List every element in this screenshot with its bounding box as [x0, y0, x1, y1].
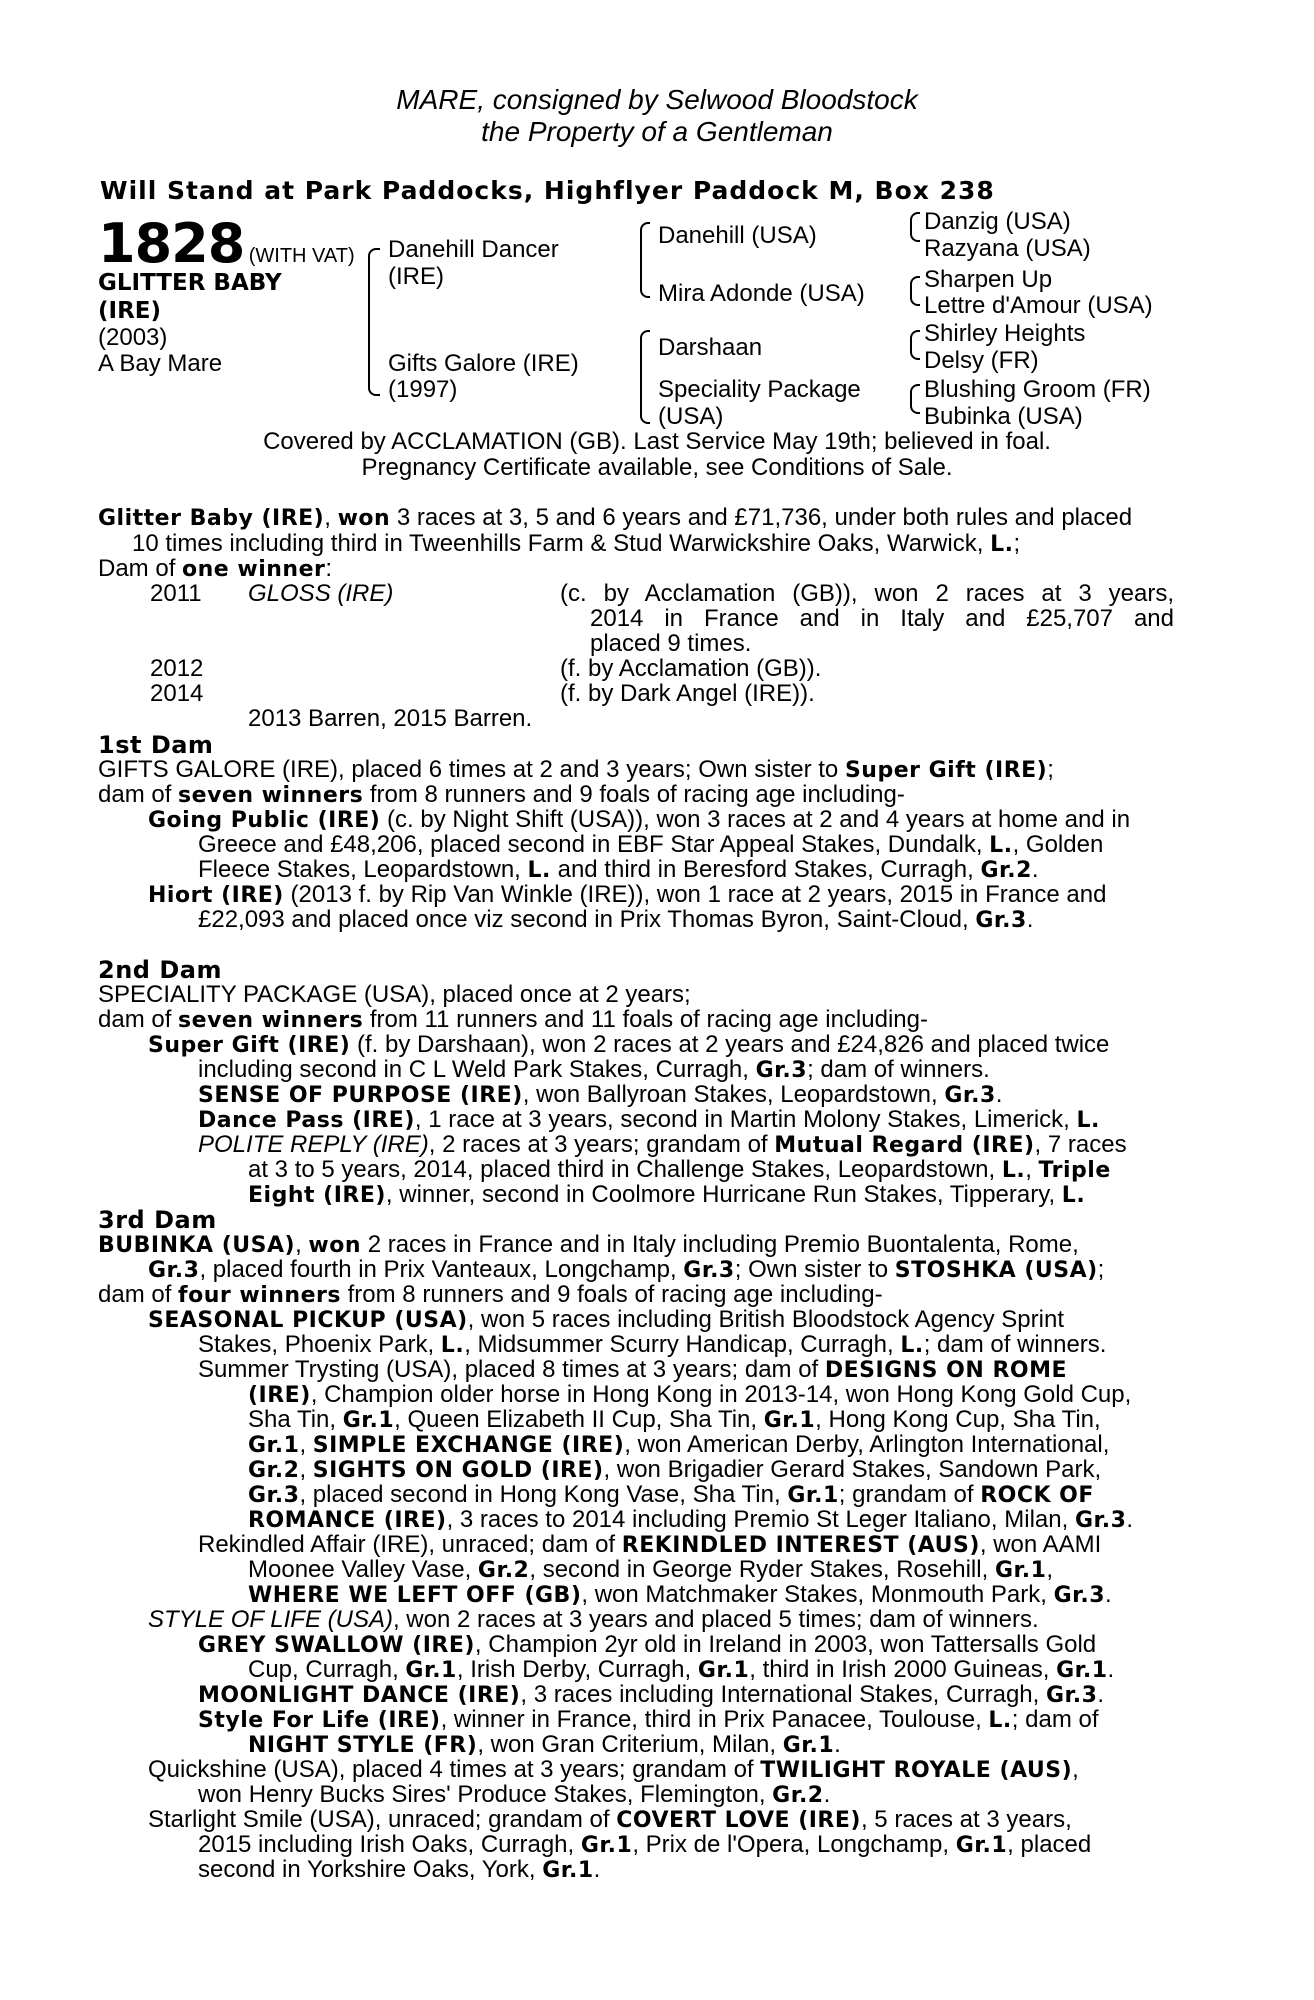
horse-description: A Bay Mare: [98, 350, 223, 377]
designs-text-3: , Queen Elizabeth II Cup, Sha Tin,: [394, 1406, 758, 1433]
covert-text-3: , Prix de l'Opera, Longchamp,: [632, 1831, 950, 1858]
super-gift: Super Gift (IRE): [148, 1033, 351, 1058]
dance-pass: Dance Pass (IRE): [198, 1108, 415, 1133]
style-for-life: Style For Life (IRE): [198, 1708, 441, 1733]
designs-text-2: Sha Tin,: [248, 1406, 337, 1433]
night-style: NIGHT STYLE (FR): [248, 1733, 478, 1758]
group-3-label: Gr.3: [1053, 1583, 1106, 1608]
hiort-line-2: £22,093 and placed once viz second in Prix Thomas Byron, Saint-Cloud, Gr.3.: [198, 906, 1034, 933]
dam-year: (1997): [388, 376, 458, 403]
sights-on-gold: SIGHTS ON GOLD (IRE): [312, 1458, 604, 1483]
designs-line-2: [248, 1381, 1131, 1409]
triple-label: Triple: [1038, 1158, 1111, 1183]
covert-line-2: [198, 1831, 1091, 1859]
consignor-line: MARE, consigned by Selwood Bloodstock: [396, 84, 918, 115]
where-text: , won Matchmaker Stakes, Monmouth Park,: [581, 1581, 1047, 1608]
sense-text: , won Ballyroan Stakes, Leopardstown,: [522, 1081, 938, 1108]
grey-text-3: , Irish Derby, Curragh,: [456, 1656, 692, 1683]
group-3-label: Gr.3: [944, 1083, 996, 1108]
dance-pass-line: [198, 1106, 1100, 1134]
night-text: , won Gran Criterium, Milan,: [477, 1731, 777, 1758]
rekindled-line-2: Moonee Valley Vase, Gr.2, second in George Ryder Stakes, Rosehill, Gr.1,: [248, 1556, 1054, 1583]
hiort-text-2: £22,093 and placed once viz second in Prix Thomas Byron, Saint-Cloud,: [198, 906, 969, 933]
won-label: won: [337, 506, 391, 531]
moonlight-line: MOONLIGHT DANCE (IRE), 3 races including International Stakes, Curragh, Gr.3.: [198, 1681, 1105, 1708]
style-text: , won 2 races at 3 years and placed 5 times; dam of winners.: [392, 1606, 1039, 1633]
bubinka-line-3: dam of four winners from 8 runners and 9 foals of racing age including-: [98, 1281, 883, 1308]
starlight-line: [148, 1806, 1072, 1834]
super-gift-ref: Super Gift (IRE): [844, 758, 1048, 783]
ss-brace-small-bottom: [910, 226, 920, 242]
quickshine: Quickshine (USA), placed 4 times at 3 years; grandam of: [148, 1756, 754, 1783]
group-1-label: Gr.1: [787, 1483, 839, 1508]
produce-year-2014: 2014: [150, 680, 204, 707]
lot-number-row: [98, 212, 355, 275]
produce-year: 2011: [150, 580, 202, 607]
grey-line: [198, 1631, 1096, 1659]
bubinka-line-2: Gr.3, placed fourth in Prix Vanteaux, Longchamp, Gr.3; Own sister to STOSHKA (USA);: [148, 1256, 1105, 1283]
sire-sire: Danehill (USA): [658, 222, 817, 249]
group-2-label: Gr.2: [772, 1783, 824, 1808]
where-line: WHERE WE LEFT OFF (GB), won Matchmaker Stakes, Monmouth Park, Gr.3.: [248, 1581, 1112, 1608]
super-gift-text: (f. by Darshaan), won 2 races at 2 years and £24,826 and placed twice: [356, 1031, 1110, 1058]
dam-dam-country: (USA): [658, 403, 724, 430]
dd-brace-small-bottom: [910, 398, 920, 414]
twilight-royale: TWILIGHT ROYALE (AUS): [760, 1758, 1073, 1783]
simple-exchange: SIMPLE EXCHANGE (IRE): [312, 1433, 625, 1458]
hiort: Hiort (IRE): [148, 883, 284, 908]
group-3-label: Gr.3: [1045, 1683, 1098, 1708]
twilight-line-2: won Henry Bucks Sires' Produce Stakes, Flemington, Gr.2.: [198, 1781, 831, 1808]
summer-trysting: Summer Trysting (USA), placed 8 times at 3 years; dam of: [198, 1356, 819, 1383]
second-dam-line-2: dam of seven winners from 11 runners and 11 foals of racing age including-: [98, 1006, 928, 1033]
sights-line-2: [248, 1481, 1094, 1509]
seven-winners-label: seven winners: [178, 783, 364, 808]
golden-label: , Golden: [1012, 831, 1104, 858]
romance-text: , 3 races to 2014 including Premio St Leger Italiano, Milan,: [446, 1506, 1069, 1533]
super-gift-line-2: [198, 1056, 990, 1084]
listed-label: L.: [1061, 1183, 1086, 1208]
race-record: 3 races at 3, 5 and 6 years and £71,736, under both rules and placed: [396, 504, 1133, 531]
dam-of-line: Dam of one winner:: [98, 555, 333, 582]
dam-of-label: Dam of: [98, 555, 176, 582]
going-public-text: (c. by Night Shift (USA)), won 3 races at 2 and 4 years at home and in: [387, 806, 1131, 833]
group-1-label: Gr.1: [697, 1658, 750, 1683]
grey-line-2: Cup, Curragh, Gr.1, Irish Derby, Curragh, Gr.1, third in Irish 2000 Guineas, Gr.1.: [248, 1656, 1115, 1683]
group-1-label: Gr.1: [542, 1858, 594, 1883]
designs-text-4: , Hong Kong Cup, Sha Tin,: [815, 1406, 1101, 1433]
property-line: the Property of a Gentleman: [481, 116, 833, 147]
covert-text-2: 2015 including Irish Oaks, Curragh,: [198, 1831, 575, 1858]
third-dam-runners: from 8 runners and 9 foals of racing age including-: [347, 1281, 883, 1308]
horse-name-ref: Glitter Baby (IRE): [98, 506, 325, 531]
covert-text-5: second in Yorkshire Oaks, York,: [198, 1856, 536, 1883]
listed-label: L.: [900, 1333, 924, 1358]
group-3-label: Gr.3: [248, 1483, 300, 1508]
dam-dam: Speciality Package: [658, 376, 861, 403]
hiort-line-1: [148, 881, 1106, 909]
mutual-text: , 7 races: [1034, 1131, 1127, 1158]
rock-of-romance: ROCK OF: [980, 1483, 1094, 1508]
night-line: NIGHT STYLE (FR), won Gran Criterium, Milan, Gr.1.: [248, 1731, 841, 1758]
produce-2012: (f. by Acclamation (GB)).: [560, 655, 822, 682]
moonlight-dance: MOONLIGHT DANCE (IRE): [198, 1683, 521, 1708]
produce-2014: (f. by Dark Angel (IRE)).: [560, 680, 815, 707]
ds-sire: Shirley Heights: [924, 320, 1086, 347]
group-2-label: Gr.2: [248, 1458, 300, 1483]
moonlight-text: , 3 races including International Stakes, Curragh,: [520, 1681, 1040, 1708]
seven-winners-label: seven winners: [178, 1008, 364, 1033]
sense-of-purpose: SENSE OF PURPOSE (IRE): [198, 1083, 523, 1108]
listed-label: L.: [440, 1333, 465, 1358]
simple-line: Gr.1, SIMPLE EXCHANGE (IRE), won American Derby, Arlington International,: [248, 1431, 1110, 1458]
ss-sire: Danzig (USA): [924, 208, 1071, 235]
produce-text-2: 2014 in France and in Italy and £25,707 and: [590, 605, 1174, 632]
vat-note: (WITH VAT): [248, 245, 355, 267]
seasonal-text-3: , Midsummer Scurry Handicap, Curragh,: [464, 1331, 894, 1358]
sd-dam: Lettre d'Amour (USA): [924, 292, 1153, 319]
designs-on-rome: DESIGNS ON ROME: [824, 1358, 1068, 1383]
rekindled-interest: REKINDLED INTEREST (AUS): [621, 1533, 980, 1558]
twilight-text: won Henry Bucks Sires' Produce Stakes, Flemington,: [198, 1781, 766, 1808]
going-public-text-3b: and third in Beresford Stakes, Curragh,: [557, 856, 974, 883]
second-dam-line-1: SPECIALITY PACKAGE (USA), placed once at 2 years;: [98, 981, 691, 1008]
sd-brace-small-bottom: [910, 290, 920, 306]
seasonal-line-1: [148, 1306, 1064, 1334]
dam-sire: Darshaan: [658, 334, 763, 361]
sights-line: Gr.2, SIGHTS ON GOLD (IRE), won Brigadier Gerard Stakes, Sandown Park,: [248, 1456, 1102, 1483]
designs-text: , Champion older horse in Hong Kong in 2013-14, won Hong Kong Gold Cup,: [310, 1381, 1132, 1408]
second-dam-runners: from 11 runners and 11 foals of racing age including-: [369, 1006, 928, 1033]
listed-label: L.: [1076, 1108, 1100, 1133]
bubinka-text-2: , placed fourth in Prix Vanteaux, Longchamp,: [199, 1256, 677, 1283]
dd-brace: [640, 374, 650, 424]
group-1-label: Gr.1: [405, 1658, 457, 1683]
listed-label: L.: [988, 1708, 1012, 1733]
listed-label: L.: [527, 858, 551, 883]
quick-line: Quickshine (USA), placed 4 times at 3 years; grandam of TWILIGHT ROYALE (AUS),: [148, 1756, 1079, 1783]
group-2-label: Gr.2: [980, 858, 1032, 883]
summer-line: [198, 1356, 1067, 1384]
group-1-label: Gr.1: [248, 1433, 300, 1458]
first-dam-heading: 1st Dam: [98, 731, 214, 759]
simple-text: , won American Derby, Arlington International,: [624, 1431, 1110, 1458]
mutual-text-2: at 3 to 5 years, 2014, placed third in Challenge Stakes, Leopardstown,: [248, 1156, 996, 1183]
own-sister-label: ; Own sister to: [734, 1256, 889, 1283]
group-3-label: Gr.3: [975, 908, 1027, 933]
seasonal-text-2: Stakes, Phoenix Park,: [198, 1331, 435, 1358]
polite-line: [198, 1131, 1127, 1159]
group-1-label: Gr.1: [955, 1833, 1008, 1858]
seasonal-text: , won 5 races including British Bloodstock Agency Sprint: [467, 1306, 1064, 1333]
group-3-label: Gr.3: [1074, 1508, 1127, 1533]
stand-location: Will Stand at Park Paddocks, Highflyer Paddock M, Box 238: [100, 176, 995, 205]
super-gift-line-1: [148, 1031, 1109, 1059]
group-1-label: Gr.1: [782, 1733, 835, 1758]
race-record-line-2: 10 times including third in Tweenhills Farm & Stud Warwickshire Oaks, Warwick, L.;: [132, 530, 1021, 557]
where-we-left-off: WHERE WE LEFT OFF (GB): [248, 1583, 582, 1608]
grandam-label: ; grandam of: [838, 1481, 974, 1508]
bubinka-line-1: BUBINKA (USA), won 2 races in France and in Italy including Premio Buontalenta, Rome,: [98, 1231, 1079, 1258]
group-1-label: Gr.1: [580, 1833, 633, 1858]
mutual-line-2: at 3 to 5 years, 2014, placed third in Challenge Stakes, Leopardstown, L., Triple: [248, 1156, 1111, 1183]
rekindled-affair: Rekindled Affair (IRE), unraced; dam of: [198, 1531, 616, 1558]
grey-text-2: Cup, Curragh,: [248, 1656, 399, 1683]
produce-year-2012: 2012: [150, 655, 204, 682]
hiort-text: (2013 f. by Rip Van Winkle (IRE)), won 1 race at 2 years, 2015 in France and: [290, 881, 1107, 908]
produce-text: (c. by Acclamation (GB)), won 2 races at 3 years,: [560, 580, 1174, 607]
bubinka: BUBINKA (USA): [98, 1233, 296, 1258]
going-public-line-3: Fleece Stakes, Leopardstown, L. and third in Beresford Stakes, Curragh, Gr.2.: [198, 856, 1039, 883]
covert-line-3: second in Yorkshire Oaks, York, Gr.1.: [198, 1856, 601, 1883]
sd-sire: Sharpen Up: [924, 266, 1053, 293]
romance-line: ROMANCE (IRE), 3 races to 2014 including Premio St Leger Italiano, Milan, Gr.3.: [248, 1506, 1134, 1533]
rekindled-text: , won AAMI: [979, 1531, 1102, 1558]
group-1-label: Gr.1: [342, 1408, 395, 1433]
grey-text: , Champion 2yr old in Ireland in 2003, won Tattersalls Gold: [474, 1631, 1097, 1658]
seasonal-line-2: [198, 1331, 1106, 1359]
four-winners-label: four winners: [178, 1283, 341, 1308]
starlight-smile: Starlight Smile (USA), unraced; grandam of: [148, 1806, 610, 1833]
polite-text: , 2 races at 3 years; grandam of: [428, 1131, 768, 1158]
dd-sire: Blushing Groom (FR): [924, 376, 1151, 403]
style-for-life-line: [198, 1706, 1099, 1734]
going-public-text-2: Greece and £48,206, placed second in EBF Star Appeal Stakes, Dundalk,: [198, 831, 983, 858]
listed-label: L.: [989, 833, 1013, 858]
grey-text-4: , third in Irish 2000 Guineas,: [749, 1656, 1050, 1683]
designs-line-3: [248, 1406, 1101, 1434]
third-dam-heading: 3rd Dam: [98, 1206, 217, 1234]
seasonal-pickup: SEASONAL PICKUP (USA): [148, 1308, 468, 1333]
pregnancy-note: Pregnancy Certificate available, see Conditions of Sale.: [361, 454, 953, 481]
first-dam-line-2: dam of seven winners from 8 runners and 9 foals of racing age including-: [98, 781, 905, 808]
lot-number: 1828: [98, 212, 245, 275]
group-3-label: Gr.3: [755, 1058, 808, 1083]
dance-pass-text: , 1 race at 3 years, second in Martin Molony Stakes, Limerick,: [414, 1106, 1070, 1133]
sire-brace: [368, 248, 380, 328]
ds-brace-small-bottom: [910, 344, 920, 360]
first-dam-line-1: GIFTS GALORE (IRE), placed 6 times at 2 and 3 years; Own sister to Super Gift (IRE);: [98, 756, 1054, 783]
sire-country: (IRE): [388, 263, 444, 290]
horse-country: (IRE): [98, 298, 162, 324]
dd-dam: Bubinka (USA): [924, 403, 1083, 430]
ss-brace: [640, 222, 650, 258]
dam-of-label: ; dam of: [1011, 1706, 1099, 1733]
horse-name: GLITTER BABY: [98, 270, 282, 296]
won-label: won: [308, 1233, 362, 1258]
race-record-cont: 10 times including third in Tweenhills Farm & Stud Warwickshire Oaks, Warwick,: [132, 530, 984, 557]
mutual-regard: Mutual Regard (IRE): [774, 1133, 1035, 1158]
triple-eight-line: [248, 1181, 1085, 1209]
rekindled-text-2: Moonee Valley Vase,: [248, 1556, 472, 1583]
sights-text: , won Brigadier Gerard Stakes, Sandown Park,: [603, 1456, 1102, 1483]
dam: Gifts Galore (IRE): [388, 350, 579, 377]
second-dam-heading: 2nd Dam: [98, 956, 222, 984]
bubinka-text: 2 races in France and in Italy including Premio Buontalenta, Rome,: [367, 1231, 1079, 1258]
polite-reply: POLITE REPLY (IRE): [198, 1131, 429, 1158]
produce-name: GLOSS (IRE): [248, 580, 394, 607]
ds-brace: [640, 330, 650, 376]
covered-note: Covered by ACCLAMATION (GB). Last Service May 19th; believed in foal.: [263, 428, 1051, 455]
group-1-label: Gr.1: [1056, 1658, 1108, 1683]
super-gift-text-2: including second in C L Weld Park Stakes, Curragh,: [198, 1056, 749, 1083]
group-3-label: Gr.3: [148, 1258, 200, 1283]
ds-dam: Delsy (FR): [924, 347, 1039, 374]
one-winner-label: one winner: [182, 557, 326, 582]
produce-text-3: placed 9 times.: [590, 630, 752, 657]
covert-text-4: , placed: [1007, 1831, 1092, 1858]
style-line: [148, 1606, 1039, 1634]
rekindled-text-3: , second in George Ryder Stakes, Rosehill,: [529, 1556, 989, 1583]
ss-dam: Razyana (USA): [924, 235, 1091, 262]
barren-note: 2013 Barren, 2015 Barren.: [248, 705, 533, 732]
sire: Danehill Dancer: [388, 236, 559, 263]
listed-label: L.: [1001, 1158, 1026, 1183]
foaling-year: (2003): [98, 324, 168, 351]
first-dam-text: GIFTS GALORE (IRE), placed 6 times at 2 and 3 years; Own sister to: [98, 756, 839, 783]
triple-eight-text: , winner, second in Coolmore Hurricane Run Stakes, Tipperary,: [385, 1181, 1056, 1208]
sd-brace: [640, 256, 650, 298]
style-for-life-text: , winner in France, third in Prix Panacee, Toulouse,: [440, 1706, 982, 1733]
romance: ROMANCE (IRE): [248, 1508, 447, 1533]
dam-brace: [368, 326, 380, 396]
sense-line: SENSE OF PURPOSE (IRE), won Ballyroan Stakes, Leopardstown, Gr.3.: [198, 1081, 1003, 1108]
first-dam-runners: from 8 runners and 9 foals of racing age including-: [369, 781, 905, 808]
group-1-label: Gr.1: [994, 1558, 1047, 1583]
covert-text: , 5 races at 3 years,: [860, 1806, 1072, 1833]
going-public-line-1: [148, 806, 1130, 834]
covert-love: COVERT LOVE (IRE): [616, 1808, 861, 1833]
style-of-life: STYLE OF LIFE (USA): [148, 1606, 393, 1633]
triple-eight: Eight (IRE): [248, 1183, 386, 1208]
listed-label: L.: [990, 532, 1014, 557]
group-2-label: Gr.2: [477, 1558, 530, 1583]
going-public: Going Public (IRE): [148, 808, 381, 833]
sights-text-2: , placed second in Hong Kong Vase, Sha Tin,: [299, 1481, 781, 1508]
dam-of-winners: ; dam of winners.: [807, 1056, 990, 1083]
group-3-label: Gr.3: [683, 1258, 735, 1283]
seasonal-text-4: ; dam of winners.: [923, 1331, 1107, 1358]
grey-swallow: GREY SWALLOW (IRE): [198, 1633, 475, 1658]
sire-dam: Mira Adonde (USA): [658, 280, 865, 307]
ire-label: (IRE): [248, 1383, 311, 1408]
stoshka: STOSHKA (USA): [894, 1258, 1098, 1283]
going-public-line-2: [198, 831, 1103, 859]
group-1-label: Gr.1: [763, 1408, 816, 1433]
going-public-text-3: Fleece Stakes, Leopardstown,: [198, 856, 521, 883]
race-record-line: Glitter Baby (IRE), won 3 races at 3, 5 and 6 years and £71,736, under both rules and placed: [98, 504, 1133, 531]
rekindled-line: [198, 1531, 1101, 1559]
